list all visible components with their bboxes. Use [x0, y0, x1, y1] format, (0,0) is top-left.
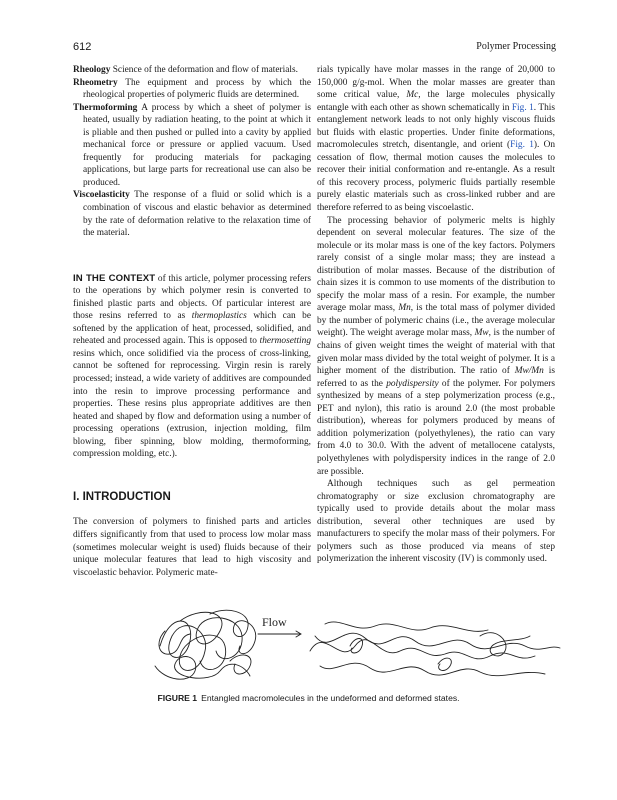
figure-link[interactable]: Fig. 1	[511, 102, 534, 113]
figure-caption	[0, 693, 617, 703]
definition-text: Science of the deformation and flow of materials.	[112, 65, 298, 75]
body-text: , the large molecules physically entangle with each other as shown schematically in	[317, 90, 555, 113]
intro-paragraph: The conversion of polymers to finished parts and articles differs significantly from that used to process low molar mass (sometimes molecular weight is used) fluids because of their unique molecular features that lead to high viscosity and viscoelastic behavior. Polymeric mate-	[73, 517, 311, 578]
symbol-mn: Mn	[398, 303, 411, 314]
body-text: rials typically have molar masses in the range of 20,000 to 150,000 g/g-mol. When the molar masses are greater than some critical value,	[317, 65, 555, 101]
body-paragraph-3: Although techniques such as gel permeation chromatography or size exclusion chromatography are typically used to provide details about the molar mass distribution, several other techniques are used by manufacturers to specify the molar mass of their polymers. For polymers such as those produced via means of step polymerization the inherent viscosity (IV) is commonly used.	[317, 479, 555, 565]
context-text: which can be softened by the application of heat, processed, solidified, and reheated and processed again. This is opposed to	[73, 311, 311, 347]
flow-arrow	[258, 631, 301, 637]
figure-link[interactable]: Fig. 1	[510, 140, 534, 151]
deformed-chains-drawing	[310, 622, 560, 676]
context-heading: IN THE CONTEXT	[73, 272, 156, 284]
left-column	[73, 64, 311, 579]
definition-term: Rheology	[73, 65, 111, 75]
definition-term: Viscoelasticity	[73, 190, 130, 201]
section-heading-introduction: I. INTRODUCTION	[73, 490, 171, 503]
undeformed-tangle-drawing	[155, 610, 256, 679]
body-text: , is the number of chains of given weight times the weight of material with that given molar mass divided by the total weight of polymer. It is a higher moment of the distribution. The ratio of	[317, 328, 555, 377]
body-text: , is the total mass of polymer divided by the number of polymeric chains (i.e., the average molecular weight). The weight average molar mass,	[317, 303, 556, 339]
symbol-ratio: Mw/Mn	[514, 366, 544, 377]
body-paragraph-1	[317, 64, 555, 215]
definition-rheometry	[73, 77, 311, 102]
symbol-mc: Mc	[406, 90, 419, 101]
term-thermoplastics: thermoplastics	[191, 311, 247, 322]
flow-label: Flow	[262, 615, 287, 629]
definition-term: Rheometry	[73, 77, 118, 88]
body-paragraph-2	[317, 215, 555, 478]
symbol-mw: Mw	[474, 328, 489, 339]
body-text: The processing behavior of polymeric melts is highly dependent on several molecular features. The size of the molecule or its molar mass is one of the key factors. Polymers rarely consist of a single molar mass; they are instead a distribution of molar masses. Because of the distribution of chain sizes it is common to use moments of the distribution to specify the molar mass of a resin. For example, the number average molar mass,	[317, 215, 555, 314]
definition-viscoelasticity	[73, 189, 311, 239]
definition-thermoforming	[73, 102, 311, 190]
page-number: 612	[73, 41, 92, 53]
body-text: ). On cessation of flow, thermal motion causes the molecules to recover their initial conformation and re-entangle. As a result of this recovery process, polymeric fluids partially resemble purely elastic materials such as cross-linked rubber and are therefore referred to as being viscoelastic.	[317, 140, 556, 214]
body-text: of the polymer. For polymers synthesized by means of a step polymerization process (e.g., PET and nylon), this ratio is around 2.0 (the most probable distribution), whereas for polymers produced by means of addition polymerization (polyethylenes), the ratio can vary from 4.0 to 30.0. With the advent of metallocene catalysts, polyethylenes with polydispersity indices in the range of 2.0 are possible.	[317, 378, 555, 477]
figure-caption-label: FIGURE 1	[157, 693, 198, 703]
context-text: of this article, polymer processing refers to the operations by which polymer resin is converted to finished plastic parts and objects. Of particular interest are those resins referred to as	[73, 273, 311, 322]
running-title: Polymer Processing	[476, 41, 556, 52]
definition-rheology	[73, 64, 311, 77]
term-polydispersity: polydispersity	[386, 378, 439, 389]
definition-term: Thermoforming	[73, 102, 138, 113]
definition-text: A process by which a sheet of polymer is heated, usually by radiation heating, to the point at which it is pliable and then pushed or pulled into a cavity by applied mechanical force or pressure or applied vacuum. Used frequently for producing materials for packaging applications, but large parts for recreational use can also be produced.	[83, 102, 311, 188]
context-paragraph	[73, 273, 311, 461]
figure-caption-text: Entangled macromolecules in the undeformed and deformed states.	[201, 693, 460, 703]
body-text: . This entanglement network leads to not only highly viscous fluids but fluids with elastic properties. Under finite deformations, macromolecules stretch, disentangle, and orient (	[317, 102, 555, 151]
right-column	[317, 64, 555, 566]
body-text: is referred to as the	[317, 366, 555, 389]
entangled-macromolecules-figure	[150, 606, 570, 686]
context-text: resins which, once solidified via the process of cross-linking, cannot be softened for reprocessing. Virgin resin is rarely processed; instead, a wide variety of additives are compounded into the resin to improve processing performance and properties. These resins plus appropriate additives are then heated and shaped by flow and deformation using a number of processing operations (extrusion, injection molding, film blowing, fiber spinning, blow molding, thermoforming, compression molding, etc.).	[73, 348, 311, 460]
term-thermosetting: thermosetting	[259, 336, 311, 347]
definition-text: The equipment and process by which the rheological properties of polymeric fluids are determined.	[83, 77, 312, 101]
definition-text: The response of a fluid or solid which is a combination of viscous and elastic behavior as determined by the rate of deformation relative to the relaxation time of the material.	[83, 190, 311, 239]
